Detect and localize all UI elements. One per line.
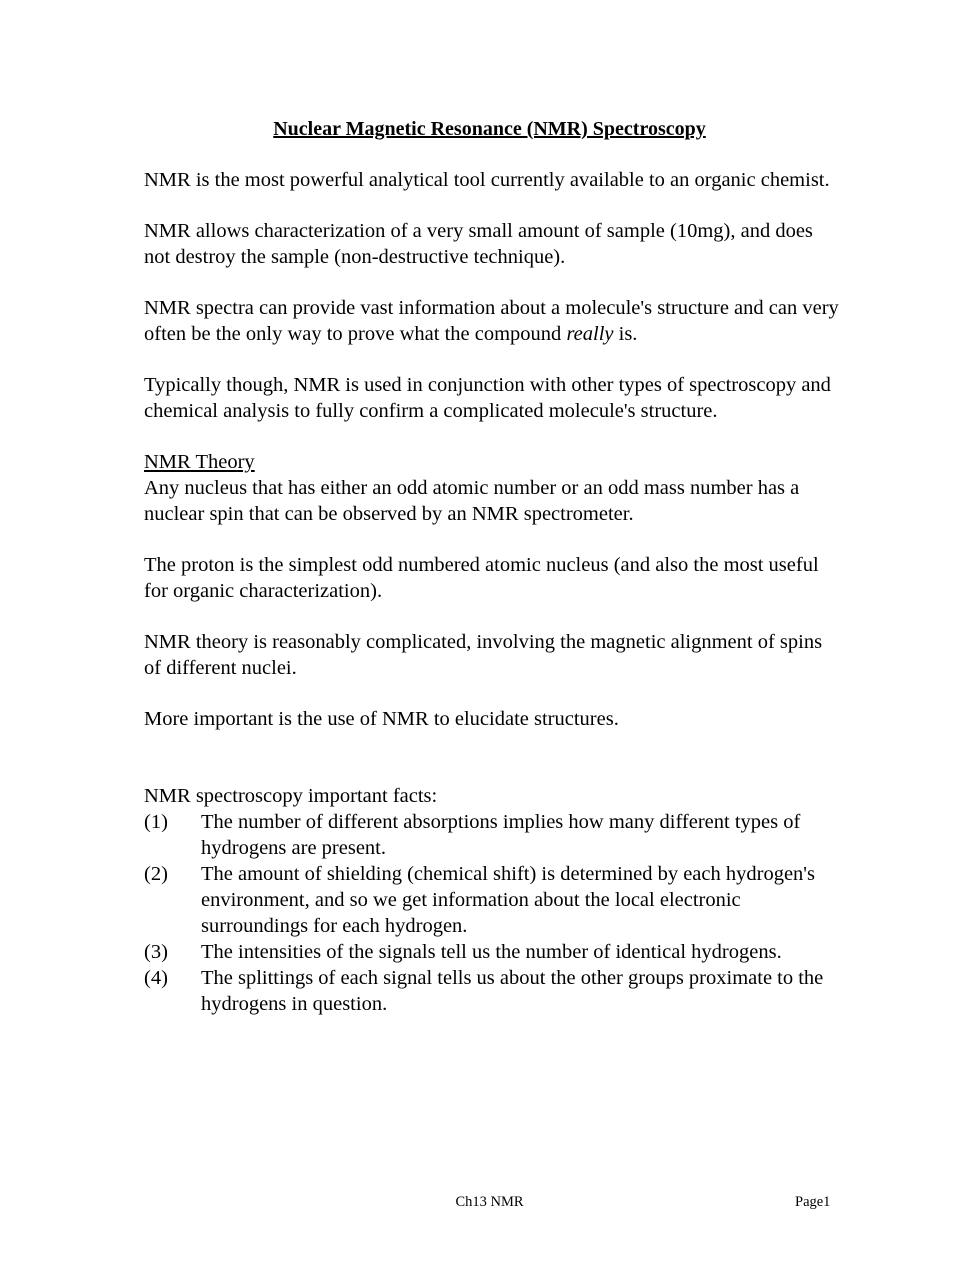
intro-paragraph-3-end: is. — [613, 323, 638, 345]
fact-item — [144, 809, 844, 861]
intro-paragraph-3-text: NMR spectra can provide vast information about a molecule's structure and can very often be the only way to prove what the compound — [144, 297, 839, 345]
fact-text: The intensities of the signals tell us the number of identical hydrogens. — [201, 941, 782, 963]
theory-paragraph-4: More important is the use of NMR to elucidate structures. — [144, 708, 619, 730]
fact-item — [144, 965, 844, 1017]
fact-text: The number of different absorptions implies how many different types of hydrogens are present. — [201, 811, 801, 859]
theory-paragraph-2: The proton is the simplest odd numbered atomic nucleus (and also the most useful for organic characterization). — [144, 554, 819, 602]
footer-chapter: Ch13 NMR — [455, 1194, 524, 1210]
facts-intro: NMR spectroscopy important facts: — [144, 785, 438, 807]
fact-item — [144, 861, 844, 939]
theory-paragraph-1: Any nucleus that has either an odd atomic number or an odd mass number has a nuclear spin that can be observed by an NMR spectrometer. — [144, 477, 800, 525]
fact-text: The amount of shielding (chemical shift) is determined by each hydrogen's environment, and so we get information about the local electronic surroundings for each hydrogen. — [201, 863, 815, 937]
footer-page-number: Page1 — [795, 1194, 831, 1210]
intro-paragraph-2: NMR allows characterization of a very small amount of sample (10mg), and does not destroy the sample (non-destructive technique). — [144, 220, 813, 268]
theory-paragraph-3: NMR theory is reasonably complicated, involving the magnetic alignment of spins of different nuclei. — [144, 631, 823, 679]
intro-paragraph-3 — [144, 295, 844, 347]
fact-number: (1) — [144, 811, 168, 833]
section-heading-nmr-theory: NMR Theory — [144, 451, 255, 473]
intro-paragraph-4: Typically though, NMR is used in conjunction with other types of spectroscopy and chemical analysis to fully confirm a complicated molecule's structure. — [144, 374, 831, 422]
fact-text: The splittings of each signal tells us about the other groups proximate to the hydrogens in question. — [201, 967, 824, 1015]
document-body — [144, 167, 844, 1017]
section-spacer — [144, 732, 844, 758]
intro-paragraph-1: NMR is the most powerful analytical tool currently available to an organic chemist. — [144, 169, 830, 191]
document-title: Nuclear Magnetic Resonance (NMR) Spectroscopy — [273, 118, 706, 140]
fact-number: (3) — [144, 941, 168, 963]
emphasis-really: really — [566, 323, 614, 345]
facts-list — [144, 809, 844, 1017]
fact-number: (2) — [144, 863, 168, 885]
fact-item — [144, 939, 844, 965]
fact-number: (4) — [144, 967, 168, 989]
